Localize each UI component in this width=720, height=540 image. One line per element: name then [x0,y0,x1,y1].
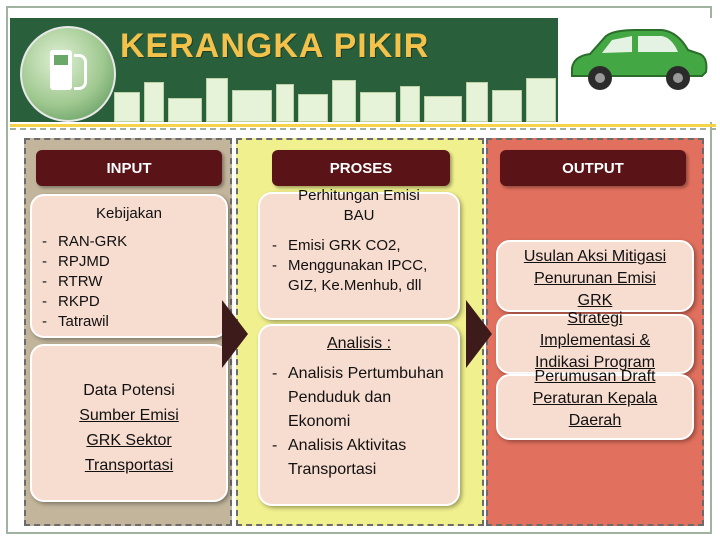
analisis-box [258,324,460,506]
title-banner [10,18,558,122]
list-item: - Emisi GRK CO2, [268,236,450,256]
fuel-pump-icon [50,50,72,90]
analisis-title: Analisis : [326,335,392,352]
list-item: - RPJMD [38,252,218,272]
perumusan-text: Perumusan Draft Peraturan Kepala Daerah [532,368,658,429]
strategi-text: Strategi Implementasi & Indikasi Program [534,310,656,371]
input-header: INPUT [36,150,222,186]
kebijakan-list [38,232,218,332]
banner-divider [10,124,716,127]
banner-divider-dashed [10,128,716,132]
kebijakan-box [30,194,228,338]
list-item: - Analisis Aktivitas Transportasi [268,434,450,482]
data-potensi-box [30,344,228,502]
usulan-box [496,240,694,312]
data-potensi-text: Data Potensi Sumber Emisi GRK Sektor Transportasi [79,382,179,474]
perhitungan-title: Perhitungan Emisi BAU [298,187,420,224]
output-header: OUTPUT [500,150,686,186]
strategi-box [496,310,694,374]
analisis-list [268,362,450,482]
list-item: - Menggunakan IPCC, GIZ, Ke.Menhub, dll [268,256,450,296]
list-item: - Analisis Pertumbuhan Penduduk dan Ekonomi [268,362,450,434]
banner-title: KERANGKA PIKIR [120,27,430,65]
kebijakan-title: Kebijakan [96,205,162,222]
list-item: - RKPD [38,292,218,312]
fuel-hose-icon [74,54,87,90]
green-car-icon [566,22,710,94]
usulan-text: Usulan Aksi Mitigasi Penurunan Emisi GRK [523,248,667,309]
arrow-proses-to-output-icon [466,300,492,368]
perhitungan-list [268,236,450,296]
list-item: - RTRW [38,272,218,292]
city-skyline-illustration [114,78,558,122]
perumusan-box [496,368,694,440]
list-item: - RAN-GRK [38,232,218,252]
proses-header: PROSES [272,150,450,186]
arrow-input-to-proses-icon [222,300,248,368]
fuel-pump-eco-logo-icon [20,26,116,122]
perhitungan-box [258,187,460,320]
list-item: - Tatrawil [38,312,218,332]
